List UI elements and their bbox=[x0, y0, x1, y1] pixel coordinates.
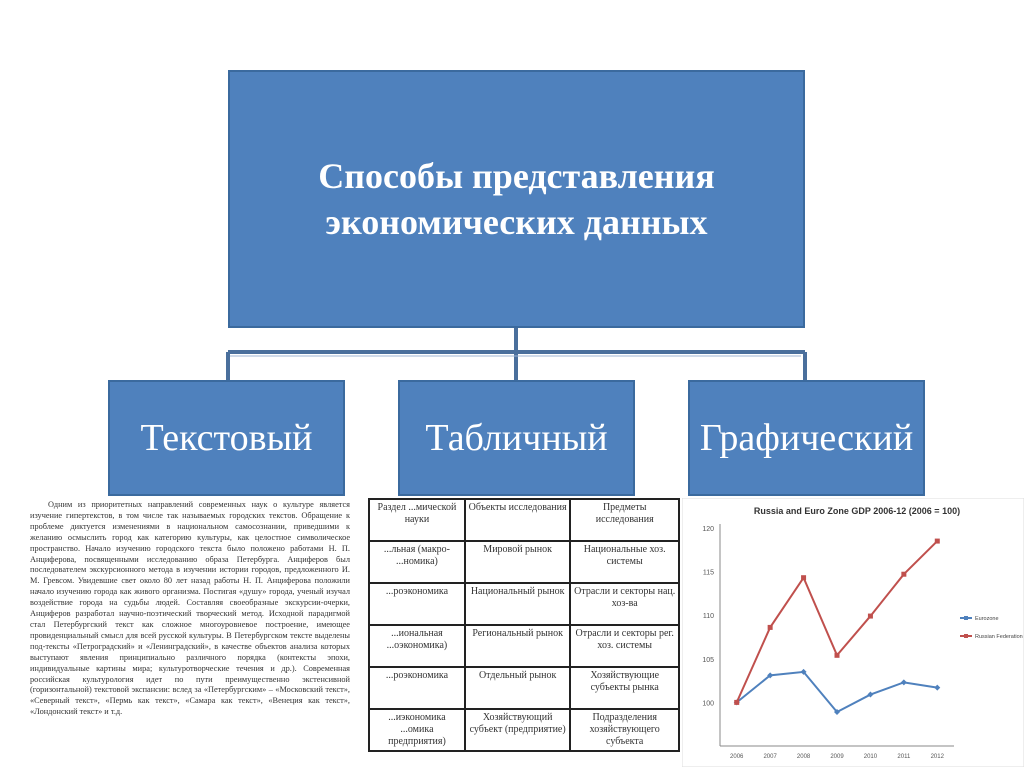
data-point bbox=[734, 700, 739, 705]
category-box-table bbox=[398, 380, 635, 496]
table-cell: Предметы исследования bbox=[570, 499, 679, 541]
table-row bbox=[369, 499, 679, 541]
category-label-text: Текстовый bbox=[140, 417, 313, 459]
legend-marker bbox=[964, 616, 968, 620]
data-point bbox=[768, 625, 773, 630]
x-tick-label: 2010 bbox=[863, 754, 878, 760]
category-label-table: Табличный bbox=[425, 417, 608, 459]
x-tick-label: 2009 bbox=[830, 754, 844, 760]
table-cell: ...иональная ...оэкономика) bbox=[369, 625, 465, 667]
table-cell: Отрасли и секторы рег. хоз. системы bbox=[570, 625, 679, 667]
x-tick-label: 2012 bbox=[930, 754, 944, 760]
x-tick-label: 2007 bbox=[763, 754, 777, 760]
table-cell: Национальный рынок bbox=[465, 583, 570, 625]
table-example bbox=[368, 498, 680, 767]
table-cell: ...льная (макро- ...номика) bbox=[369, 541, 465, 583]
table-cell: ...роэкономика bbox=[369, 667, 465, 709]
legend-label: Russian Federation bbox=[975, 634, 1023, 640]
table-cell: Мировой рынок bbox=[465, 541, 570, 583]
y-tick-label: 105 bbox=[702, 656, 714, 664]
table-cell: Отдельный рынок bbox=[465, 667, 570, 709]
table-cell: Национальные хоз. системы bbox=[570, 541, 679, 583]
category-label-graph: Графический bbox=[699, 417, 914, 459]
gdp-line-chart bbox=[682, 498, 1024, 767]
table-cell: Хозяйствующий субъект (предприятие) bbox=[465, 709, 570, 751]
data-point bbox=[868, 614, 873, 619]
text-example-paragraph: Одним из приоритетных направлений современных наук о культуре является изучение гипертекстов, в том числе так называемых городских текстов. Обращение к проблеме диктуется изменениями в национальном самосознании, приведшими к желанию осмыслить город как категорию культуры, как целостное символическое пространство. Начало изучению городского текста было положено работами Н. П. Анциферова, посвященными исследованию образа Петербурга. Анциферов был последователем экскурсионного метода в изучении истории городов, предложенного И. М. Гревсом. Увидевшие свет около 80 лет назад работы Н. П. Анциферова положили начало изучению города как живого организма. Постигая «душу» города, ученый изучал воздействие города на судьбы людей. Составляя своеобразные экскурсии-очерки, Анциферов разработал научно-поэтический творческий метод. Исходной парадигмой стал Петербургский текст как сложное многоуровневое построение, имеющее провиденциальный смысл для всей русской культуры. В Петербургском тексте выделены под-тексты «Петроградский» и «Ленинградский», в качестве объектов анализа которых выступают явления принципиально различного порядка (контексты эпохи, индивидуальные картины мира; культуротворческие течения и др.). Современная российская культурология идет по пути преимущественно экстенсивной (горизонтальной) текстовой экспансии: вслед за «Петербургским» – «Московский текст», «Северный текст», «Пермь как текст», «Самара как текст», «Венеция как текст», «Лондонский текст» и т.д. bbox=[30, 500, 350, 717]
table-row bbox=[369, 709, 679, 751]
data-point bbox=[835, 653, 840, 658]
main-title-line2: экономических данных bbox=[325, 202, 708, 242]
table-row bbox=[369, 541, 679, 583]
table-cell: ...роэкономика bbox=[369, 583, 465, 625]
y-tick-label: 100 bbox=[702, 700, 714, 708]
table-cell: Объекты исследования bbox=[465, 499, 570, 541]
x-tick-label: 2011 bbox=[897, 754, 911, 760]
chart-title: Russia and Euro Zone GDP 2006-12 (2006 = 100) bbox=[753, 506, 961, 516]
category-box-text bbox=[108, 380, 345, 496]
table-row bbox=[369, 583, 679, 625]
table-row bbox=[369, 625, 679, 667]
table-cell: ...иэкономика ...омика предприятия) bbox=[369, 709, 465, 751]
category-box-graph bbox=[688, 380, 925, 496]
table-cell: Подразделения хозяйствующего субъекта bbox=[570, 709, 679, 751]
data-point bbox=[801, 575, 806, 580]
text-example bbox=[30, 500, 350, 767]
legend-label: Eurozone bbox=[975, 616, 999, 622]
chart-background bbox=[682, 498, 1024, 767]
data-point bbox=[901, 572, 906, 577]
table-cell: Региональный рынок bbox=[465, 625, 570, 667]
table-cell: Хозяйствующие субъекты рынка bbox=[570, 667, 679, 709]
data-point bbox=[935, 539, 940, 544]
legend-marker bbox=[964, 634, 968, 638]
y-tick-label: 120 bbox=[702, 526, 714, 533]
table-row bbox=[369, 667, 679, 709]
table-cell: Отрасли и секторы нац. хоз-ва bbox=[570, 583, 679, 625]
table-cell: Раздел ...мической науки bbox=[369, 499, 465, 541]
main-title-line1: Способы представления bbox=[318, 156, 715, 196]
y-tick-label: 115 bbox=[702, 569, 714, 577]
main-title-box bbox=[228, 70, 805, 328]
x-tick-label: 2008 bbox=[796, 754, 811, 760]
x-tick-label: 2006 bbox=[730, 754, 744, 760]
y-tick-label: 110 bbox=[702, 613, 714, 621]
economics-table bbox=[368, 498, 680, 752]
